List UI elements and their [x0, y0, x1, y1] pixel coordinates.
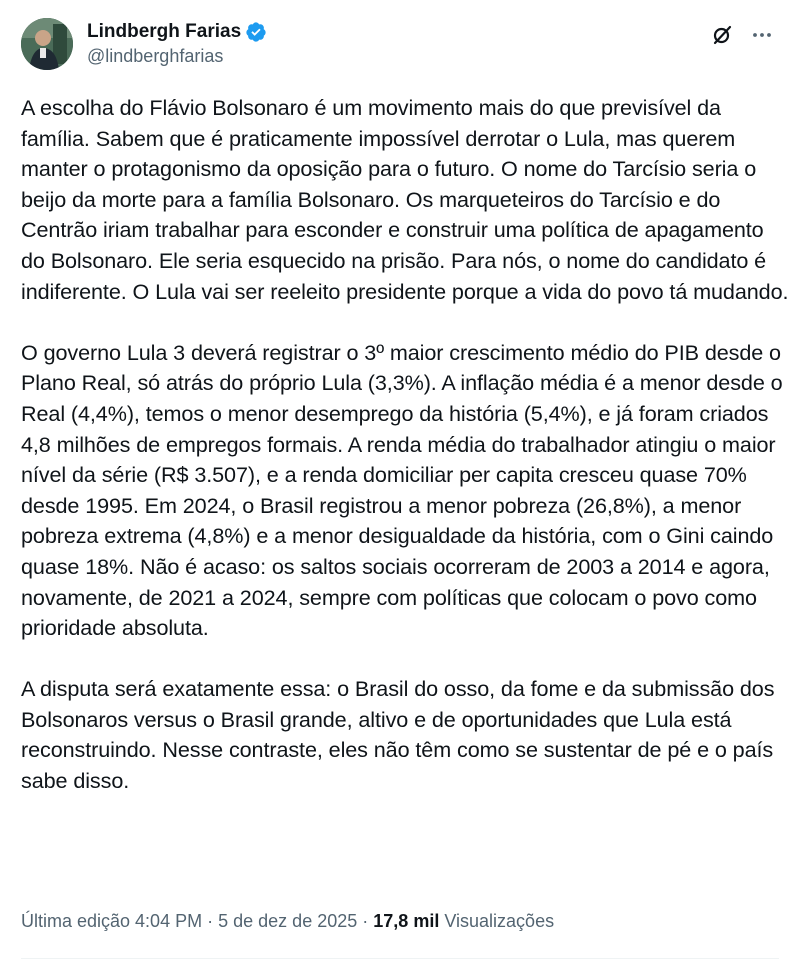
tweet-meta [21, 911, 554, 932]
avatar-image [21, 18, 73, 70]
divider [21, 958, 779, 959]
avatar[interactable] [21, 18, 73, 70]
tweet-date-link[interactable]: 5 de dez de 2025 [218, 911, 358, 931]
grok-button[interactable] [709, 22, 735, 48]
name-row [87, 19, 267, 45]
tweet-paragraph-3: A disputa será exatamente essa: o Brasil do osso, da fome e da submissão dos Bolsonaros versus o Brasil grande, altivo e de oportunidades que Lula está reconstruindo. Nesse contraste, eles não têm como se sustentar de pé e o país sabe disso. [21, 676, 781, 794]
handle[interactable]: @lindberghfarias [87, 46, 224, 66]
more-icon [750, 23, 774, 47]
views-label: Visualizações [444, 911, 555, 931]
views-count[interactable]: 17,8 mil [373, 911, 440, 931]
display-name[interactable]: Lindbergh Farias [87, 21, 242, 42]
tweet-paragraph-1: A escolha do Flávio Bolsonaro é um movimento mais do que previsível da família. Sabem que é praticamente impossível derrotar o Lula, mas querem manter o protagonismo da oposição para o futuro. O nome do Tarcísio seria o beijo da morte para a família Bolsonaro. Os marqueteiros do Tarcísio e do Centrão iriam trabalhar para esconder e construir uma política de apagamento do Bolsonaro. Ele seria esquecido na prisão. Para nós, o nome do candidato é indiferente. O Lula vai ser reeleito presidente porque a vida do povo tá mudando. [21, 95, 789, 304]
edited-time-link[interactable]: Última edição 4:04 PM [21, 911, 203, 931]
more-button[interactable] [749, 22, 775, 48]
tweet-header [21, 18, 781, 74]
meta-separator: · [362, 911, 369, 931]
grok-icon [710, 23, 734, 47]
user-info [87, 19, 267, 67]
meta-separator: · [207, 911, 214, 931]
header-actions [709, 22, 775, 48]
tweet-text [21, 93, 791, 797]
tweet-paragraph-2: O governo Lula 3 deverá registrar o 3º maior crescimento médio do PIB desde o Plano Real, só atrás do próprio Lula (3,3%). A inflação média é a menor desde o Real (4,4%), temos o menor desemprego da história (5,4%), e já foram criados 4,8 milhões de empregos formais. A renda média do trabalhador atingiu o maior nível da série (R$ 3.507), e a renda domiciliar per capita cresceu quase 70% desde 1995. Em 2024, o Brasil registrou a menor pobreza (26,8%), a menor pobreza extrema (4,8%) e a menor desigualdade da história, com o Gini caindo quase 18%. Não é acaso: os saltos sociais ocorreram de 2003 a 2014 e agora, novamente, de 2021 a 2024, sempre com políticas que colocam o povo como prioridade absoluta. [21, 339, 789, 641]
verified-badge-icon[interactable] [245, 21, 267, 43]
